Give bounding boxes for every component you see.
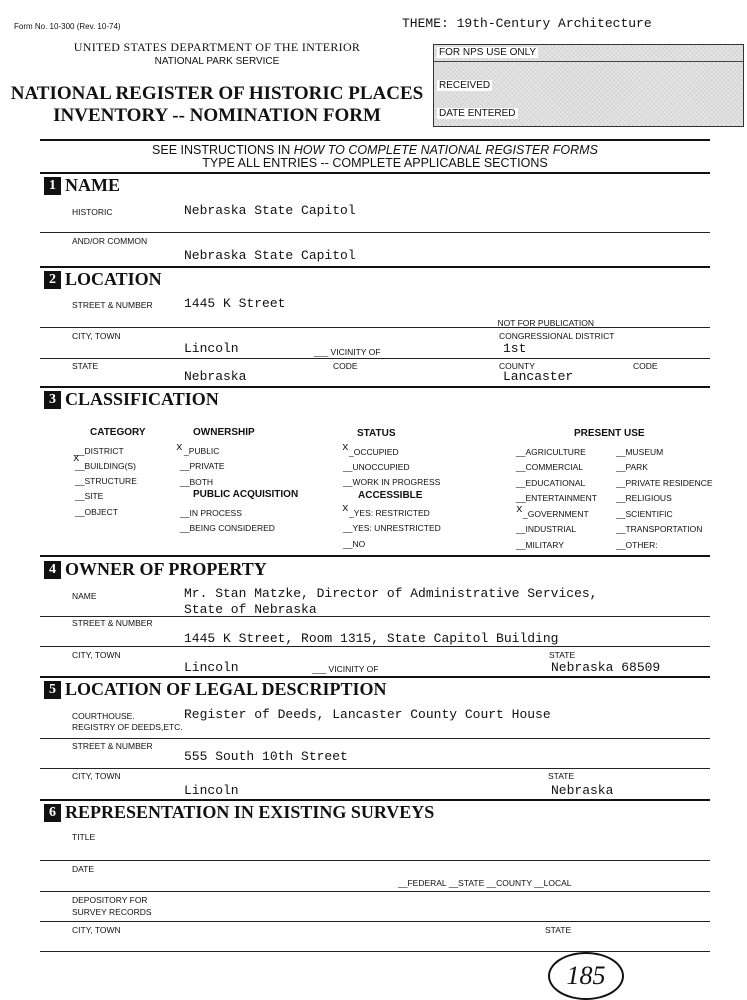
- category-district: __DISTRICT: [75, 446, 124, 456]
- congressional-district-label: CONGRESSIONAL DISTRICT: [499, 331, 615, 341]
- congressional-district-value: 1st: [503, 341, 527, 356]
- section-3-number: 3: [44, 391, 61, 409]
- owner-city-label: CITY, TOWN: [72, 650, 121, 660]
- use-government-mark: x: [516, 504, 523, 516]
- depository-label-line1: DEPOSITORY FOR: [72, 895, 148, 905]
- county-code-label: CODE: [633, 361, 658, 371]
- theme-label: THEME:: [402, 16, 449, 31]
- category-buildings: __BUILDING(S): [75, 461, 136, 471]
- county-label: COUNTY: [499, 361, 535, 371]
- category-object: __OBJECT: [75, 507, 118, 517]
- survey-date-label: DATE: [72, 864, 95, 874]
- use-museum: __MUSEUM: [616, 447, 664, 457]
- common-value: Nebraska State Capitol: [184, 248, 356, 263]
- instructions-line1: SEE INSTRUCTIONS IN HOW TO COMPLETE NATIONAL REGISTER FORMS: [152, 143, 598, 157]
- present-use-heading: PRESENT USE: [574, 428, 645, 439]
- ownership-both: __BOTH: [180, 477, 214, 487]
- historic-value: Nebraska State Capitol: [184, 203, 356, 218]
- date-entered-label: DATE ENTERED: [439, 108, 516, 119]
- category-site: __SITE: [75, 491, 104, 501]
- street-value: 1445 K Street: [184, 296, 286, 311]
- category-heading: CATEGORY: [90, 427, 146, 438]
- section-2-title: LOCATION: [65, 269, 162, 289]
- use-commercial: __COMMERCIAL: [516, 462, 584, 472]
- acquisition-being-considered: __BEING CONSIDERED: [180, 523, 275, 533]
- ownership-public-mark: x: [176, 442, 183, 454]
- use-agriculture: __AGRICULTURE: [516, 447, 586, 457]
- section-1-number: 1: [44, 177, 61, 195]
- owner-state-value: Nebraska 68509: [551, 660, 661, 675]
- acquisition-in-process: __IN PROCESS: [180, 508, 242, 518]
- nps-use-label: FOR NPS USE ONLY: [439, 47, 537, 58]
- use-government: _GOVERNMENT: [523, 509, 589, 519]
- use-educational: __EDUCATIONAL: [516, 478, 586, 488]
- department: UNITED STATES DEPARTMENT OF THE INTERIOR: [73, 40, 361, 54]
- county-value: Lancaster: [503, 369, 574, 384]
- state-label: STATE: [72, 361, 99, 371]
- ownership-heading: OWNERSHIP: [193, 427, 255, 438]
- theme: [402, 16, 652, 31]
- ownership-private: __PRIVATE: [180, 461, 225, 471]
- accessible-yes-restricted: _YES: RESTRICTED: [349, 508, 430, 518]
- owner-name-line1: Mr. Stan Matzke, Director of Administrative Services,: [184, 586, 598, 601]
- section-4-number: 4: [44, 561, 61, 579]
- form-title-line1: NATIONAL REGISTER OF HISTORIC PLACES: [10, 83, 424, 104]
- registry-label: REGISTRY OF DEEDS,ETC.: [72, 722, 183, 732]
- survey-state-label: STATE: [545, 925, 572, 935]
- use-private-residence: __PRIVATE RESIDENCE: [616, 478, 713, 488]
- form-title-line2: INVENTORY -- NOMINATION FORM: [53, 105, 381, 126]
- section-6-title: REPRESENTATION IN EXISTING SURVEYS: [65, 802, 435, 822]
- common-label: AND/OR COMMON: [72, 236, 148, 246]
- survey-title-label: TITLE: [72, 832, 96, 842]
- owner-vicinity-of: ___ VICINITY OF: [312, 664, 379, 674]
- status-heading: STATUS: [357, 428, 396, 439]
- legal-state-label: STATE: [548, 771, 575, 781]
- accessible-heading: ACCESSIBLE: [358, 490, 423, 501]
- use-scientific: __SCIENTIFIC: [616, 509, 673, 519]
- section-2-number: 2: [44, 271, 61, 289]
- ownership-public: _PUBLIC: [184, 446, 220, 456]
- courthouse-value: Register of Deeds, Lancaster County Court House: [184, 707, 551, 722]
- nps-use-box: [433, 44, 744, 127]
- section-5-number: 5: [44, 681, 61, 699]
- not-for-publication: __NOT FOR PUBLICATION: [488, 318, 594, 328]
- status-occupied: _OCCUPIED: [349, 447, 399, 457]
- status-occupied-mark: x: [342, 442, 349, 454]
- accessible-restricted-mark: x: [342, 503, 349, 515]
- instructions-manual-title: HOW TO COMPLETE NATIONAL REGISTER FORMS: [293, 143, 598, 157]
- depository-label-line2: SURVEY RECORDS: [72, 907, 152, 917]
- section-4-title: OWNER OF PROPERTY: [65, 559, 267, 579]
- category-buildings-mark: x: [73, 453, 80, 465]
- vicinity-of: ___ VICINITY OF: [314, 347, 381, 357]
- survey-city-label: CITY, TOWN: [72, 925, 121, 935]
- use-entertainment: __ENTERTAINMENT: [516, 493, 597, 503]
- use-religious: __RELIGIOUS: [616, 493, 672, 503]
- status-unoccupied: __UNOCCUPIED: [343, 462, 410, 472]
- section-3-title: CLASSIFICATION: [65, 389, 219, 409]
- page-number-circled: 185: [548, 952, 624, 1000]
- owner-name-label: NAME: [72, 591, 97, 601]
- service: NATIONAL PARK SERVICE: [154, 56, 280, 67]
- legal-city-label: CITY, TOWN: [72, 771, 121, 781]
- owner-name-line2: State of Nebraska: [184, 602, 317, 617]
- use-transportation: __TRANSPORTATION: [616, 524, 703, 534]
- courthouse-label: COURTHOUSE.: [72, 711, 135, 721]
- form-number: Form No. 10-300 (Rev. 10-74): [14, 22, 121, 31]
- owner-street-value: 1445 K Street, Room 1315, State Capitol Building: [184, 631, 559, 646]
- use-military: __MILITARY: [516, 540, 564, 550]
- use-other: __OTHER:: [616, 540, 658, 550]
- legal-street-value: 555 South 10th Street: [184, 749, 348, 764]
- theme-value: 19th-Century Architecture: [456, 16, 652, 31]
- city-label: CITY, TOWN: [72, 331, 121, 341]
- section-5-title: LOCATION OF LEGAL DESCRIPTION: [65, 679, 387, 699]
- public-acquisition-heading: PUBLIC ACQUISITION: [193, 489, 299, 500]
- code-label: CODE: [333, 361, 358, 371]
- legal-state-value: Nebraska: [551, 783, 614, 798]
- survey-levels: __FEDERAL __STATE __COUNTY __LOCAL: [398, 878, 572, 888]
- city-value: Lincoln: [184, 341, 239, 356]
- use-industrial: __INDUSTRIAL: [516, 524, 576, 534]
- owner-city-value: Lincoln: [184, 660, 239, 675]
- legal-street-label: STREET & NUMBER: [72, 741, 153, 751]
- accessible-yes-unrestricted: __YES: UNRESTRICTED: [343, 523, 441, 533]
- owner-street-label: STREET & NUMBER: [72, 618, 153, 628]
- street-label: STREET & NUMBER: [72, 300, 153, 310]
- use-park: __PARK: [616, 462, 648, 472]
- status-work-in-progress: __WORK IN PROGRESS: [343, 477, 441, 487]
- instructions-line2: TYPE ALL ENTRIES -- COMPLETE APPLICABLE SECTIONS: [202, 156, 548, 170]
- accessible-no: __NO: [343, 539, 366, 549]
- category-structure: __STRUCTURE: [75, 476, 137, 486]
- state-value: Nebraska: [184, 369, 247, 384]
- section-1-title: NAME: [65, 175, 120, 195]
- legal-city-value: Lincoln: [184, 783, 239, 798]
- historic-label: HISTORIC: [72, 207, 113, 217]
- section-6-number: 6: [44, 804, 61, 822]
- owner-state-label: STATE: [549, 650, 576, 660]
- received-label: RECEIVED: [439, 80, 491, 91]
